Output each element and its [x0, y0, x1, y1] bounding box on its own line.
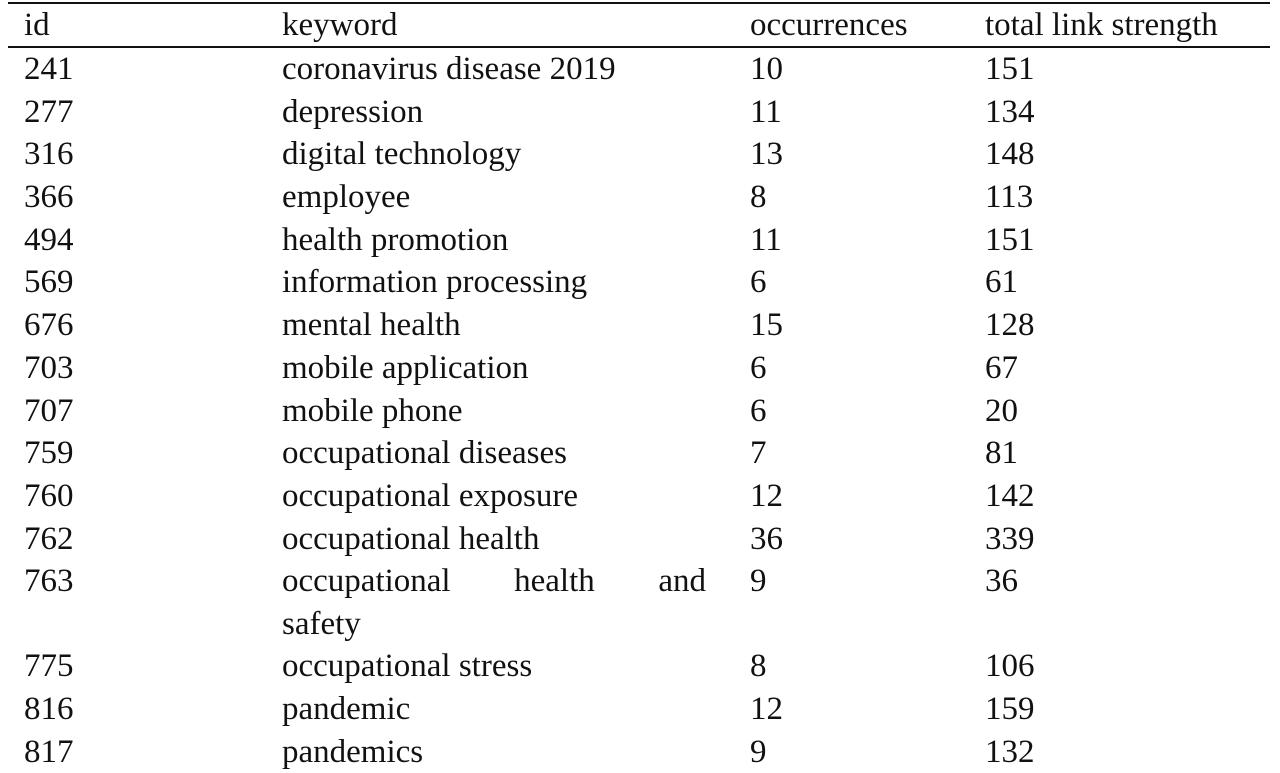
table-row	[0, 176, 1280, 219]
cell-occurrences: 6	[750, 392, 767, 429]
cell-keyword: occupational diseases	[282, 435, 567, 472]
cell-keyword-line1	[282, 560, 706, 603]
cell-occurrences: 36	[750, 520, 783, 557]
cell-occurrences: 15	[750, 307, 783, 344]
table-row	[0, 48, 1280, 91]
cell-id: 366	[24, 179, 74, 216]
cell-id: 676	[24, 307, 74, 344]
cell-id: 760	[24, 477, 74, 514]
header-occurrences: occurrences	[750, 7, 908, 43]
table-body	[0, 48, 1280, 773]
keyword-word: health	[514, 563, 595, 600]
cell-total-link-strength: 134	[985, 93, 1035, 130]
cell-occurrences: 12	[750, 690, 783, 727]
cell-id: 775	[24, 648, 74, 685]
header-id: id	[24, 7, 50, 43]
cell-total-link-strength: 67	[985, 349, 1018, 386]
cell-total-link-strength: 106	[985, 648, 1035, 685]
cell-occurrences: 11	[750, 221, 782, 258]
cell-id: 763	[24, 563, 74, 600]
table-row	[0, 347, 1280, 390]
cell-keyword: health promotion	[282, 221, 509, 258]
table-row	[0, 133, 1280, 176]
cell-occurrences: 6	[750, 264, 767, 301]
cell-total-link-strength: 113	[985, 179, 1034, 216]
cell-occurrences: 10	[750, 51, 783, 87]
cell-keyword: depression	[282, 93, 424, 130]
cell-keyword: pandemic	[282, 690, 411, 727]
cell-total-link-strength: 148	[985, 136, 1035, 173]
cell-occurrences: 8	[750, 179, 767, 216]
header-total-link-strength: total link strength	[985, 7, 1218, 43]
cell-keyword: pandemics	[282, 733, 424, 770]
cell-keyword: information processing	[282, 264, 588, 301]
cell-keyword: mobile phone	[282, 392, 463, 429]
cell-occurrences: 12	[750, 477, 783, 514]
cell-total-link-strength: 128	[985, 307, 1035, 344]
cell-id: 703	[24, 349, 74, 386]
cell-occurrences: 9	[750, 563, 767, 600]
table-row	[0, 432, 1280, 475]
cell-keyword: digital technology	[282, 136, 522, 173]
cell-total-link-strength: 159	[985, 690, 1035, 727]
cell-total-link-strength: 151	[985, 51, 1035, 87]
table-row	[0, 261, 1280, 304]
cell-total-link-strength: 132	[985, 733, 1035, 770]
cell-keyword-line2: safety	[282, 605, 361, 642]
cell-id: 316	[24, 136, 74, 173]
cell-total-link-strength: 142	[985, 477, 1035, 514]
header-keyword: keyword	[282, 7, 398, 43]
cell-id: 707	[24, 392, 74, 429]
cell-occurrences: 8	[750, 648, 767, 685]
cell-total-link-strength: 36	[985, 563, 1018, 600]
cell-total-link-strength: 151	[985, 221, 1035, 258]
cell-id: 241	[24, 51, 74, 87]
table-row	[0, 304, 1280, 347]
cell-total-link-strength: 20	[985, 392, 1018, 429]
cell-total-link-strength: 81	[985, 435, 1018, 472]
cell-id: 762	[24, 520, 74, 557]
cell-total-link-strength: 339	[985, 520, 1035, 557]
cell-id: 817	[24, 733, 74, 770]
table-row	[0, 560, 1280, 645]
cell-keyword: employee	[282, 179, 411, 216]
cell-keyword: occupational stress	[282, 648, 533, 685]
table-row	[0, 688, 1280, 731]
table-row	[0, 390, 1280, 433]
cell-keyword: occupational exposure	[282, 477, 578, 514]
table-row	[0, 219, 1280, 262]
cell-id: 816	[24, 690, 74, 727]
keyword-word: and	[658, 563, 706, 600]
cell-keyword: mobile application	[282, 349, 529, 386]
keyword-word: occupational	[282, 563, 451, 600]
cell-occurrences: 13	[750, 136, 783, 173]
cell-id: 277	[24, 93, 74, 130]
cell-occurrences: 7	[750, 435, 767, 472]
table-row	[0, 518, 1280, 561]
table-row	[0, 731, 1280, 773]
cell-id: 494	[24, 221, 74, 258]
cell-keyword: occupational health	[282, 520, 540, 557]
cell-id: 569	[24, 264, 74, 301]
cell-keyword	[282, 560, 706, 645]
cell-id: 759	[24, 435, 74, 472]
table-row	[0, 645, 1280, 688]
cell-total-link-strength: 61	[985, 264, 1018, 301]
cell-occurrences: 11	[750, 93, 782, 130]
table-row	[0, 91, 1280, 134]
cell-occurrences: 6	[750, 349, 767, 386]
cell-keyword: mental health	[282, 307, 461, 344]
cell-occurrences: 9	[750, 733, 767, 770]
cell-keyword: coronavirus disease 2019	[282, 51, 616, 87]
table-row	[0, 475, 1280, 518]
